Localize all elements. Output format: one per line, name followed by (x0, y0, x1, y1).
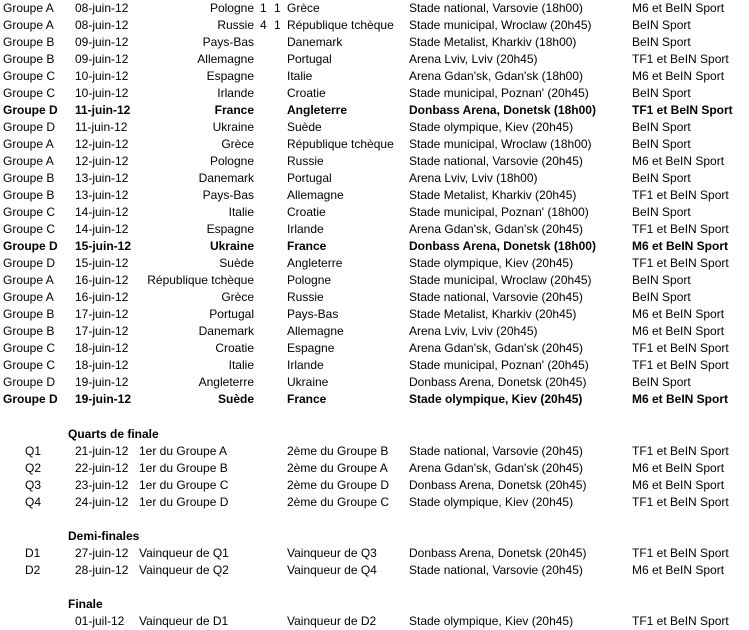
group-cell: Groupe A (3, 1, 54, 15)
away-team-cell: Russie (287, 290, 324, 304)
group-cell: Groupe B (3, 324, 55, 338)
date-cell: 19-juin-12 (75, 392, 132, 406)
away-score-cell: 1 (274, 18, 281, 32)
venue-cell: Donbass Arena, Donetsk (20h45) (409, 546, 587, 560)
team2-cell: 2ème du Groupe B (287, 444, 389, 458)
group-match-row (0, 51, 749, 68)
date-cell: 17-juin-12 (75, 307, 129, 321)
knockout-match-row (0, 494, 749, 511)
group-cell: Groupe D (3, 375, 56, 389)
tv-channel-cell: M6 et BeIN Sport (632, 239, 729, 253)
away-team-cell: Italie (287, 69, 313, 83)
away-team-cell: Irlande (287, 222, 324, 236)
venue-cell: Stade national, Varsovie (20h45) (409, 563, 583, 577)
team1-cell: 1er du Groupe D (139, 495, 229, 509)
home-team-cell: Allemagne (197, 52, 254, 66)
away-score-cell: 1 (274, 1, 281, 15)
venue-cell: Arena Gdan'sk, Gdan'sk (20h45) (409, 341, 584, 355)
date-cell: 09-juin-12 (75, 52, 129, 66)
away-team-cell: République tchèque (287, 137, 394, 151)
venue-cell: Stade national, Varsovie (20h45) (409, 154, 583, 168)
home-team-cell: Russie (217, 18, 254, 32)
home-team-cell: France (214, 103, 254, 117)
group-cell: Groupe A (3, 137, 54, 151)
away-team-cell: Allemagne (287, 188, 344, 202)
away-team-cell: France (287, 392, 327, 406)
venue-cell: Arena Lviv, Lviv (20h45) (409, 324, 538, 338)
away-team-cell: France (287, 239, 327, 253)
team2-cell: 2ème du Groupe A (287, 461, 388, 475)
group-match-row (0, 17, 749, 34)
match-code-cell: Q2 (25, 461, 42, 475)
away-team-cell: Danemark (287, 35, 343, 49)
group-match-row (0, 289, 749, 306)
tv-channel-cell: BeIN Sport (632, 171, 691, 185)
tv-channel-cell: BeIN Sport (632, 18, 691, 32)
tv-channel-cell: M6 et BeIN Sport (632, 563, 725, 577)
venue-cell: Stade olympique, Kiev (20h45) (409, 120, 574, 134)
venue-cell: Arena Lviv, Lviv (18h00) (409, 171, 538, 185)
away-team-cell: Espagne (287, 341, 335, 355)
date-cell: 14-juin-12 (75, 222, 129, 236)
venue-cell: Stade national, Varsovie (20h45) (409, 290, 583, 304)
group-match-row (0, 102, 749, 119)
away-team-cell: Suède (287, 120, 322, 134)
group-match-row (0, 136, 749, 153)
group-cell: Groupe B (3, 188, 55, 202)
group-cell: Groupe A (3, 154, 54, 168)
group-match-row (0, 119, 749, 136)
venue-cell: Stade national, Varsovie (20h45) (409, 444, 583, 458)
home-team-cell: Ukraine (212, 120, 254, 134)
home-team-cell: République tchèque (147, 273, 254, 287)
venue-cell: Stade municipal, Poznan' (20h45) (409, 358, 589, 372)
tv-channel-cell: TF1 et BeIN Sport (632, 341, 729, 355)
away-team-cell: Pologne (287, 273, 332, 287)
venue-cell: Stade municipal, Poznan' (20h45) (409, 86, 589, 100)
group-cell: Groupe C (3, 358, 56, 372)
home-team-cell: Suède (219, 256, 254, 270)
group-cell: Groupe B (3, 307, 55, 321)
group-cell: Groupe D (3, 392, 58, 406)
venue-cell: Donbass Arena, Donetsk (18h00) (409, 103, 596, 117)
team1-cell: 1er du Groupe C (139, 478, 229, 492)
home-team-cell: Espagne (206, 69, 254, 83)
group-match-row (0, 34, 749, 51)
tv-channel-cell: TF1 et BeIN Sport (632, 546, 729, 560)
team1-cell: Vainqueur de D1 (139, 614, 229, 628)
knockout-match-row (0, 545, 749, 562)
group-match-row (0, 374, 749, 391)
tv-channel-cell: TF1 et BeIN Sport (632, 614, 729, 628)
away-team-cell: Angleterre (287, 103, 348, 117)
date-cell: 22-juin-12 (75, 461, 129, 475)
tv-channel-cell: BeIN Sport (632, 375, 691, 389)
venue-cell: Stade national, Varsovie (18h00) (409, 1, 583, 15)
group-match-row (0, 323, 749, 340)
group-cell: Groupe A (3, 273, 54, 287)
tv-channel-cell: M6 et BeIN Sport (632, 307, 725, 321)
group-cell: Groupe B (3, 35, 55, 49)
date-cell: 08-juin-12 (75, 18, 129, 32)
away-team-cell: Allemagne (287, 324, 344, 338)
date-cell: 17-juin-12 (75, 324, 129, 338)
venue-cell: Stade municipal, Poznan' (18h00) (409, 205, 589, 219)
date-cell: 21-juin-12 (75, 444, 129, 458)
group-match-row (0, 85, 749, 102)
home-team-cell: Espagne (206, 222, 254, 236)
team1-cell: Vainqueur de Q2 (139, 563, 229, 577)
tv-channel-cell: BeIN Sport (632, 86, 691, 100)
tv-channel-cell: M6 et BeIN Sport (632, 69, 725, 83)
date-cell: 11-juin-12 (75, 103, 131, 117)
team1-cell: Vainqueur de Q1 (139, 546, 229, 560)
group-cell: Groupe D (3, 239, 58, 253)
away-team-cell: Irlande (287, 358, 324, 372)
home-team-cell: Irlande (217, 86, 254, 100)
date-cell: 13-juin-12 (75, 171, 129, 185)
tv-channel-cell: TF1 et BeIN Sport (632, 222, 729, 236)
group-cell: Groupe B (3, 171, 55, 185)
team1-cell: 1er du Groupe B (139, 461, 228, 475)
home-team-cell: Italie (228, 358, 254, 372)
group-cell: Groupe D (3, 120, 56, 134)
tv-channel-cell: M6 et BeIN Sport (632, 324, 725, 338)
home-team-cell: Grèce (221, 137, 254, 151)
date-cell: 13-juin-12 (75, 188, 129, 202)
home-team-cell: Italie (228, 205, 254, 219)
group-match-row (0, 255, 749, 272)
home-team-cell: Pologne (209, 154, 254, 168)
quarter-finals-title: Quarts de finale (68, 427, 159, 441)
date-cell: 11-juin-12 (75, 120, 128, 134)
venue-cell: Stade Metalist, Kharkiv (20h45) (409, 307, 577, 321)
venue-cell: Arena Gdan'sk, Gdan'sk (20h45) (409, 461, 584, 475)
date-cell: 14-juin-12 (75, 205, 129, 219)
date-cell: 27-juin-12 (75, 546, 129, 560)
tv-channel-cell: M6 et BeIN Sport (632, 392, 729, 406)
tv-channel-cell: TF1 et BeIN Sport (632, 52, 729, 66)
home-team-cell: Portugal (209, 307, 254, 321)
date-cell: 08-juin-12 (75, 1, 129, 15)
date-cell: 24-juin-12 (75, 495, 129, 509)
venue-cell: Arena Gdan'sk, Gdan'sk (18h00) (409, 69, 584, 83)
group-match-row (0, 340, 749, 357)
away-team-cell: Ukraine (287, 375, 329, 389)
date-cell: 28-juin-12 (75, 563, 129, 577)
date-cell: 10-juin-12 (75, 69, 129, 83)
group-match-row (0, 68, 749, 85)
home-team-cell: Angleterre (198, 375, 254, 389)
group-match-row (0, 170, 749, 187)
match-code-cell: Q1 (25, 444, 42, 458)
group-match-row (0, 357, 749, 374)
tv-channel-cell: BeIN Sport (632, 290, 691, 304)
date-cell: 12-juin-12 (75, 137, 129, 151)
team2-cell: Vainqueur de Q3 (287, 546, 377, 560)
knockout-match-row (0, 443, 749, 460)
venue-cell: Arena Gdan'sk, Gdan'sk (20h45) (409, 222, 584, 236)
knockout-match-row (0, 613, 749, 630)
venue-cell: Stade municipal, Wroclaw (20h45) (409, 18, 592, 32)
match-code-cell: Q4 (25, 495, 42, 509)
date-cell: 15-juin-12 (75, 256, 129, 270)
away-team-cell: Portugal (287, 171, 332, 185)
tv-channel-cell: BeIN Sport (632, 35, 691, 49)
group-match-row (0, 0, 749, 17)
match-code-cell: D1 (25, 546, 41, 560)
final-title: Finale (68, 597, 103, 611)
date-cell: 10-juin-12 (75, 86, 129, 100)
knockout-match-row (0, 562, 749, 579)
team2-cell: 2ème du Groupe D (287, 478, 390, 492)
match-code-cell: Q3 (25, 478, 42, 492)
tv-channel-cell: TF1 et BeIN Sport (632, 188, 729, 202)
tv-channel-cell: M6 et BeIN Sport (632, 1, 725, 15)
group-cell: Groupe A (3, 290, 54, 304)
tv-channel-cell: TF1 et BeIN Sport (632, 495, 729, 509)
date-cell: 16-juin-12 (75, 273, 129, 287)
tv-channel-cell: M6 et BeIN Sport (632, 478, 725, 492)
tv-channel-cell: TF1 et BeIN Sport (632, 256, 729, 270)
tv-channel-cell: M6 et BeIN Sport (632, 154, 725, 168)
tv-channel-cell: TF1 et BeIN Sport (632, 103, 733, 117)
away-team-cell: Portugal (287, 52, 332, 66)
group-match-row (0, 204, 749, 221)
home-team-cell: Croatie (215, 341, 254, 355)
home-team-cell: Danemark (198, 171, 254, 185)
venue-cell: Stade olympique, Kiev (20h45) (409, 256, 574, 270)
venue-cell: Donbass Arena, Donetsk (18h00) (409, 239, 596, 253)
group-match-row (0, 272, 749, 289)
venue-cell: Stade olympique, Kiev (20h45) (409, 614, 574, 628)
venue-cell: Donbass Arena, Donetsk (20h45) (409, 375, 587, 389)
date-cell: 18-juin-12 (75, 358, 129, 372)
date-cell: 15-juin-12 (75, 239, 132, 253)
date-cell: 18-juin-12 (75, 341, 129, 355)
home-team-cell: Pays-Bas (202, 35, 254, 49)
team1-cell: 1er du Groupe A (139, 444, 228, 458)
venue-cell: Stade olympique, Kiev (20h45) (409, 392, 583, 406)
home-team-cell: Ukraine (209, 239, 254, 253)
group-match-row (0, 187, 749, 204)
group-match-row (0, 306, 749, 323)
group-cell: Groupe C (3, 86, 56, 100)
team2-cell: 2ème du Groupe C (287, 495, 390, 509)
group-cell: Groupe C (3, 341, 56, 355)
group-cell: Groupe D (3, 103, 58, 117)
away-team-cell: Angleterre (287, 256, 343, 270)
date-cell: 01-juil-12 (75, 614, 125, 628)
away-team-cell: République tchèque (287, 18, 394, 32)
venue-cell: Stade Metalist, Kharkiv (18h00) (409, 35, 577, 49)
tv-channel-cell: BeIN Sport (632, 137, 691, 151)
away-team-cell: Pays-Bas (287, 307, 339, 321)
group-match-row (0, 391, 749, 408)
tv-channel-cell: M6 et BeIN Sport (632, 461, 725, 475)
home-score-cell: 4 (260, 18, 267, 32)
home-team-cell: Pologne (209, 1, 254, 15)
team2-cell: Vainqueur de Q4 (287, 563, 377, 577)
knockout-match-row (0, 460, 749, 477)
group-match-row (0, 153, 749, 170)
away-team-cell: Grèce (287, 1, 320, 15)
venue-cell: Arena Lviv, Lviv (20h45) (409, 52, 538, 66)
match-code-cell: D2 (25, 563, 41, 577)
date-cell: 09-juin-12 (75, 35, 129, 49)
group-cell: Groupe C (3, 69, 56, 83)
group-cell: Groupe C (3, 222, 56, 236)
tv-channel-cell: TF1 et BeIN Sport (632, 358, 729, 372)
home-score-cell: 1 (260, 1, 267, 15)
away-team-cell: Croatie (287, 205, 326, 219)
date-cell: 16-juin-12 (75, 290, 129, 304)
home-team-cell: Pays-Bas (202, 188, 254, 202)
date-cell: 19-juin-12 (75, 375, 129, 389)
group-match-row (0, 238, 749, 255)
group-cell: Groupe A (3, 18, 54, 32)
date-cell: 12-juin-12 (75, 154, 129, 168)
away-team-cell: Croatie (287, 86, 326, 100)
venue-cell: Stade municipal, Wroclaw (20h45) (409, 273, 592, 287)
date-cell: 23-juin-12 (75, 478, 129, 492)
venue-cell: Stade olympique, Kiev (20h45) (409, 495, 574, 509)
home-team-cell: Grèce (221, 290, 254, 304)
home-team-cell: Suède (217, 392, 254, 406)
home-team-cell: Danemark (198, 324, 254, 338)
group-cell: Groupe D (3, 256, 56, 270)
team2-cell: Vainqueur de D2 (287, 614, 377, 628)
knockout-match-row (0, 477, 749, 494)
tv-channel-cell: TF1 et BeIN Sport (632, 444, 729, 458)
tv-channel-cell: BeIN Sport (632, 205, 691, 219)
group-match-row (0, 221, 749, 238)
group-cell: Groupe C (3, 205, 56, 219)
venue-cell: Stade municipal, Wroclaw (18h00) (409, 137, 592, 151)
tv-channel-cell: BeIN Sport (632, 273, 691, 287)
venue-cell: Stade Metalist, Kharkiv (20h45) (409, 188, 577, 202)
group-cell: Groupe B (3, 52, 55, 66)
away-team-cell: Russie (287, 154, 324, 168)
semi-finals-title: Demi-finales (68, 529, 140, 543)
tv-channel-cell: BeIN Sport (632, 120, 691, 134)
venue-cell: Donbass Arena, Donetsk (20h45) (409, 478, 587, 492)
